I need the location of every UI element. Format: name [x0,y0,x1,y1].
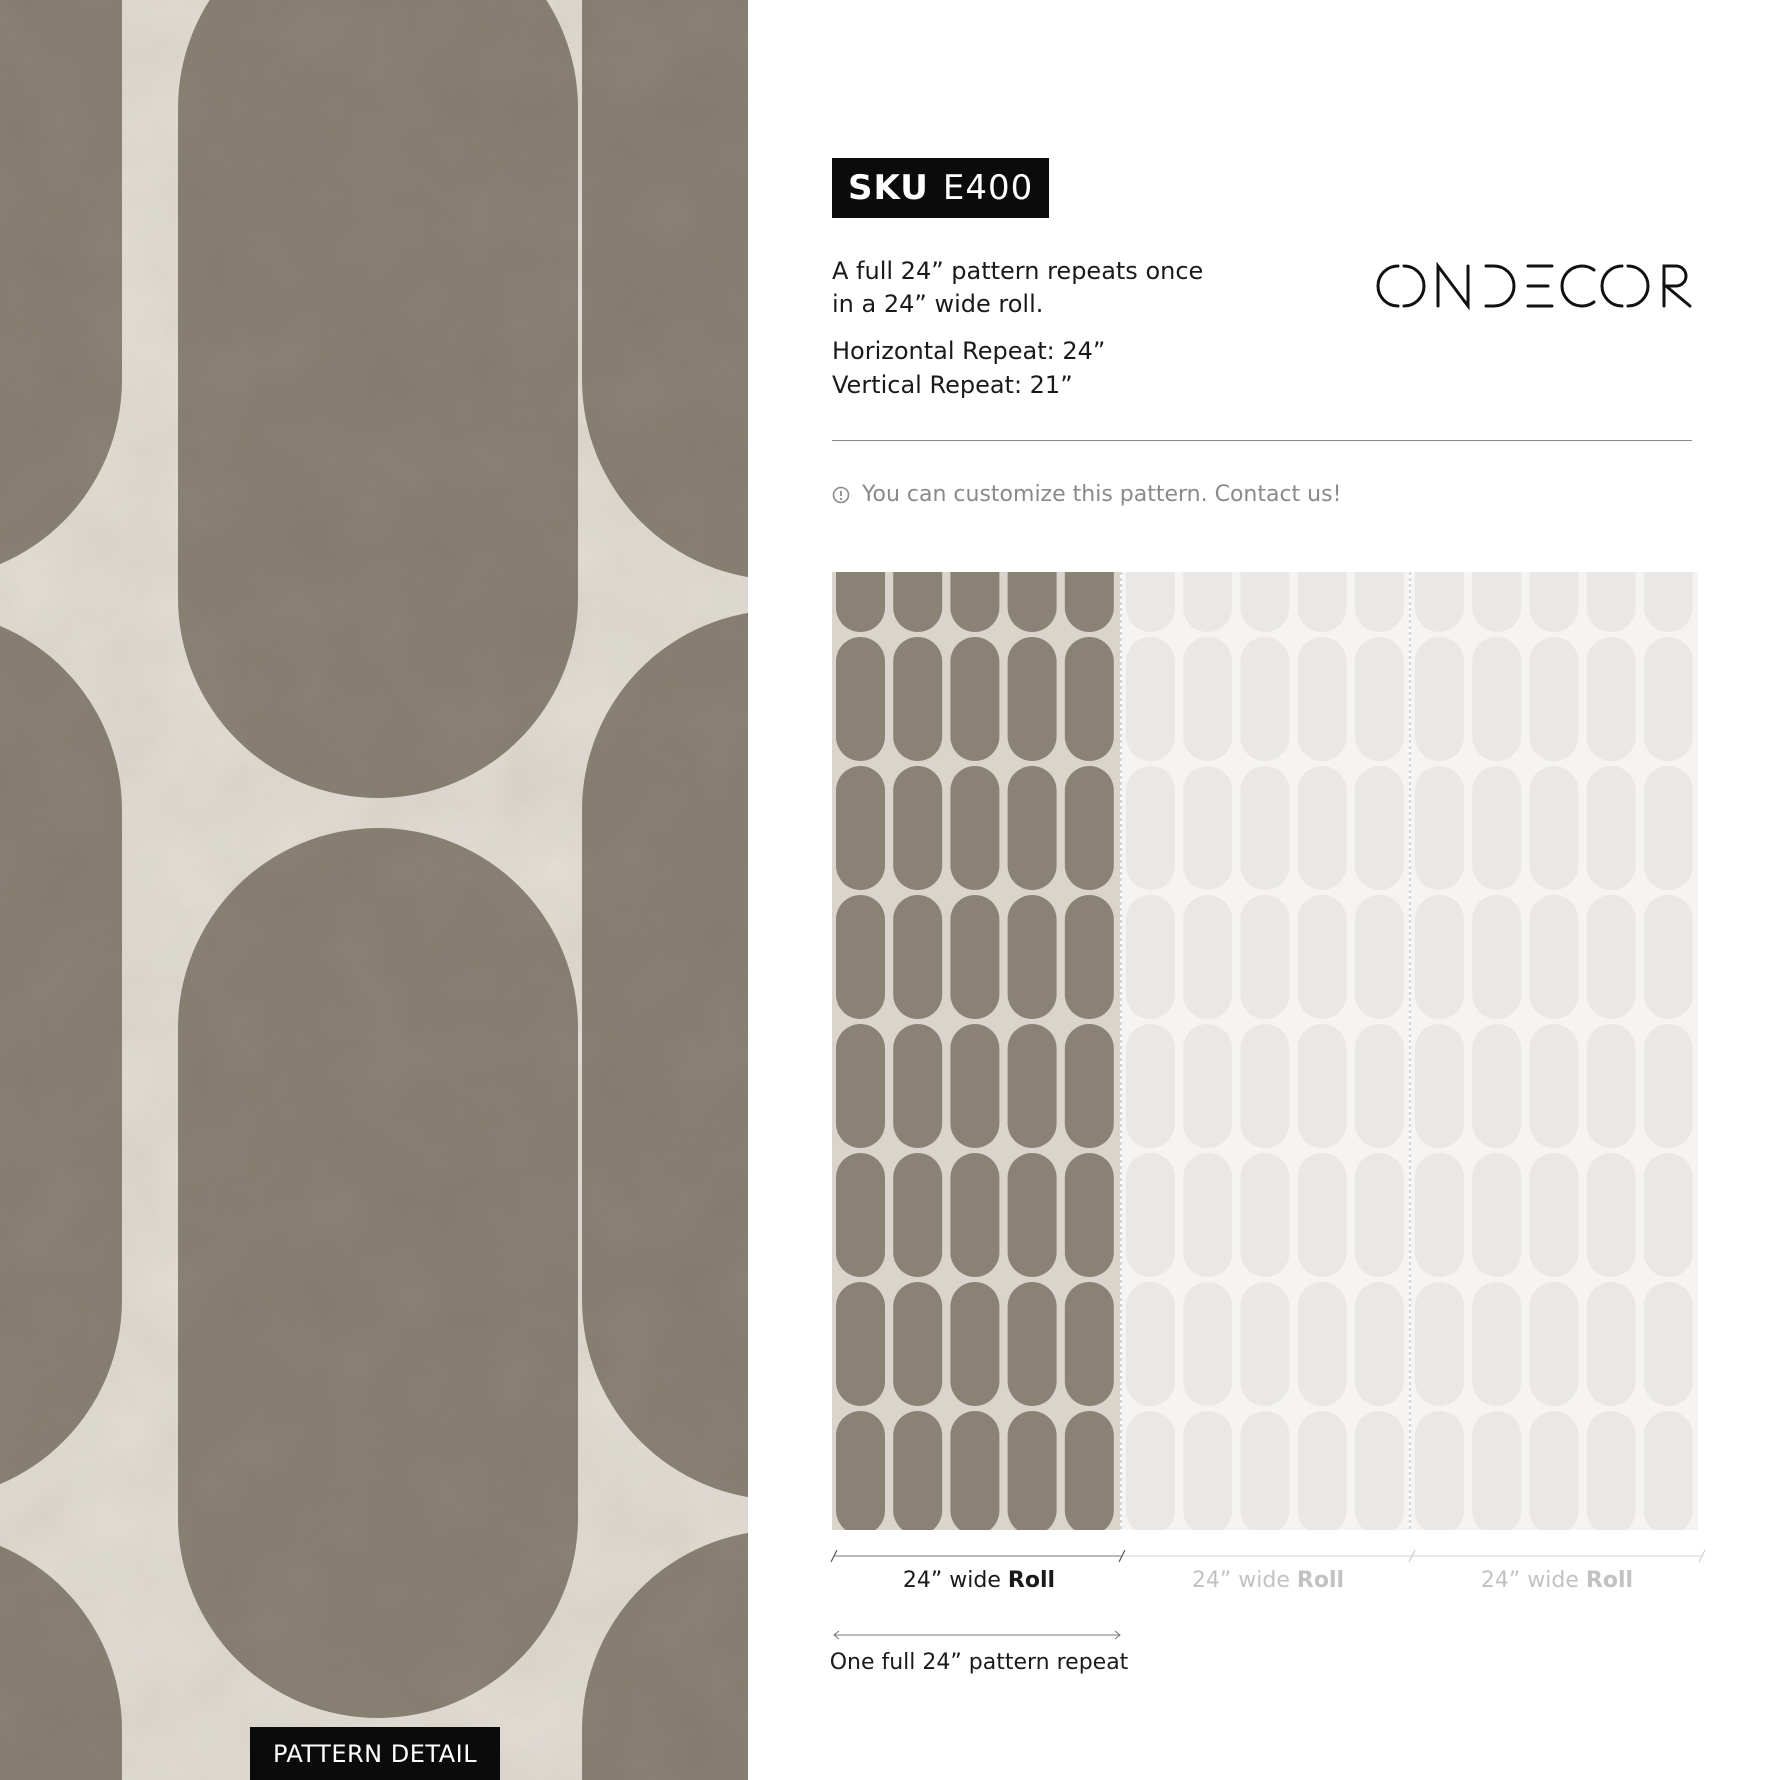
pattern-pill [1415,1411,1464,1530]
pattern-pill [1065,572,1114,632]
pattern-pill [1644,1282,1693,1406]
roll-1-caption: 24” wide Roll [902,1568,1056,1593]
pattern-repeat-caption: One full 24” pattern repeat [829,1650,1129,1675]
pattern-pill [1298,637,1347,761]
pattern-pill [893,1411,942,1530]
pattern-pill [1240,1024,1289,1148]
pattern-pill [1183,572,1232,632]
pattern-pill [1472,766,1521,890]
pattern-pill [1008,572,1057,632]
pattern-pill [1298,1024,1347,1148]
roll-2-caption: 24” wide Roll [1191,1568,1345,1593]
pattern-pill [893,766,942,890]
pattern-pill [950,895,999,1019]
pattern-pill [1065,766,1114,890]
description-line-2: in a 24” wide roll. [832,290,1044,318]
pattern-pill [1240,895,1289,1019]
pattern-pill [1240,1153,1289,1277]
pattern-pill [893,1282,942,1406]
pattern-pill [1065,1411,1114,1530]
pattern-pill [836,572,885,632]
repeat-description [832,255,1203,321]
pattern-pill [836,1282,885,1406]
pattern-pill [1065,1024,1114,1148]
pattern-pill [1529,572,1578,632]
roll-width-measure [830,1548,1706,1564]
section-divider [832,440,1692,441]
pattern-pill [1183,895,1232,1019]
pattern-pill [1126,637,1175,761]
pattern-pill [1472,895,1521,1019]
pattern-pill [1065,895,1114,1019]
pattern-pill [1298,572,1347,632]
customize-text: You can customize this pattern. Contact us! [862,482,1342,507]
pattern-pill [1415,1153,1464,1277]
pattern-pill [1472,637,1521,761]
pattern-pill [1126,1411,1175,1530]
pattern-pill [1240,572,1289,632]
pattern-pill [1355,637,1404,761]
horizontal-repeat: Horizontal Repeat: 24” [832,337,1106,365]
pattern-pill [1529,1153,1578,1277]
pattern-pill [1126,1024,1175,1148]
pattern-pill [1065,1153,1114,1277]
pattern-pill [1183,1153,1232,1277]
pattern-pill [1355,1282,1404,1406]
pattern-pill [836,1411,885,1530]
pattern-pill [1240,637,1289,761]
pattern-pill [1065,637,1114,761]
pattern-pill [1587,766,1636,890]
pattern-pill [1415,1282,1464,1406]
pattern-pill [893,895,942,1019]
pattern-pill [1008,1153,1057,1277]
pattern-pill [1126,895,1175,1019]
roll-preview [832,572,1698,1530]
info-icon [832,486,850,504]
pattern-pill [1529,895,1578,1019]
product-info-panel [748,0,1780,1780]
pattern-pill [836,895,885,1019]
pattern-pill [950,766,999,890]
pattern-pill [1355,1024,1404,1148]
pattern-pill [950,1282,999,1406]
pattern-pill [950,1024,999,1148]
pattern-pill [1240,1282,1289,1406]
pattern-pill [1472,572,1521,632]
pattern-pill [893,637,942,761]
roll-3-caption: 24” wide Roll [1480,1568,1634,1593]
pattern-detail-label: PATTERN DETAIL [250,1727,500,1780]
pattern-pill [1126,1282,1175,1406]
pattern-pill [1587,1411,1636,1530]
pattern-pill [836,766,885,890]
pattern-pill [1008,637,1057,761]
pattern-pill [1355,572,1404,632]
pattern-pill [1298,1411,1347,1530]
pattern-pill [1298,895,1347,1019]
sku-key: SKU [848,168,929,208]
pattern-pill [1008,1024,1057,1148]
pattern-pill [1183,1411,1232,1530]
pattern-pill [1587,1153,1636,1277]
brand-logo [1376,262,1694,310]
sku-value: E400 [942,168,1034,208]
pattern-pill [1065,1282,1114,1406]
pattern-pill [1587,637,1636,761]
pattern-pill [1644,1411,1693,1530]
repeat-dimensions [832,334,1105,402]
pattern-pill [1529,1411,1578,1530]
pattern-pill [836,637,885,761]
pattern-pill [1472,1153,1521,1277]
pattern-pill [1298,766,1347,890]
pattern-pill [1183,637,1232,761]
customize-note[interactable] [832,482,1341,507]
pattern-repeat-arrow [830,1628,1124,1642]
pattern-pill [1183,766,1232,890]
pattern-pill [1355,1153,1404,1277]
pattern-pill [1298,1153,1347,1277]
pattern-pill [1126,572,1175,632]
pattern-pill [1008,1411,1057,1530]
pattern-pill [1415,895,1464,1019]
vertical-repeat: Vertical Repeat: 21” [832,371,1073,399]
pattern-pill [1008,1282,1057,1406]
pattern-pill [1529,1282,1578,1406]
pattern-detail-panel [0,0,748,1780]
pattern-pill [1587,895,1636,1019]
pattern-pill [1644,572,1693,632]
pattern-pill [1008,766,1057,890]
pattern-pill [1126,1153,1175,1277]
pattern-pill [1355,766,1404,890]
pattern-pill [1644,1153,1693,1277]
pattern-pill [1644,1024,1693,1148]
pattern-pill [1415,766,1464,890]
pattern-pill [1415,1024,1464,1148]
pattern-pill [950,1411,999,1530]
sku-badge [832,158,1049,218]
pattern-pill [1183,1282,1232,1406]
pattern-pill [1355,1411,1404,1530]
pattern-pill [1472,1024,1521,1148]
description-line-1: A full 24” pattern repeats once [832,257,1204,285]
pattern-pill [1472,1282,1521,1406]
pattern-detail-image [0,0,748,1780]
pattern-pill [950,572,999,632]
pattern-pill [893,1024,942,1148]
pattern-pill [950,1153,999,1277]
pattern-pill [1240,1411,1289,1530]
pattern-pill [1472,1411,1521,1530]
pattern-pill [836,1153,885,1277]
roll-preview-image [832,572,1698,1530]
pattern-pill [950,637,999,761]
pattern-pill [1529,637,1578,761]
pattern-pill [836,1024,885,1148]
pattern-pill [1008,895,1057,1019]
pattern-pill [1587,1282,1636,1406]
pattern-pill [1415,637,1464,761]
pattern-pill [1587,1024,1636,1148]
pattern-pill [1298,1282,1347,1406]
pattern-pill [893,572,942,632]
pattern-pill [1240,766,1289,890]
pattern-pill [1529,766,1578,890]
pattern-pill [1415,572,1464,632]
pattern-pill [1183,1024,1232,1148]
pattern-pill [893,1153,942,1277]
pattern-pill [1644,766,1693,890]
pattern-pill [1126,766,1175,890]
pattern-pill [1355,895,1404,1019]
pattern-pill [1644,637,1693,761]
pattern-pill [1529,1024,1578,1148]
pattern-pill [1587,572,1636,632]
pattern-pill [1644,895,1693,1019]
